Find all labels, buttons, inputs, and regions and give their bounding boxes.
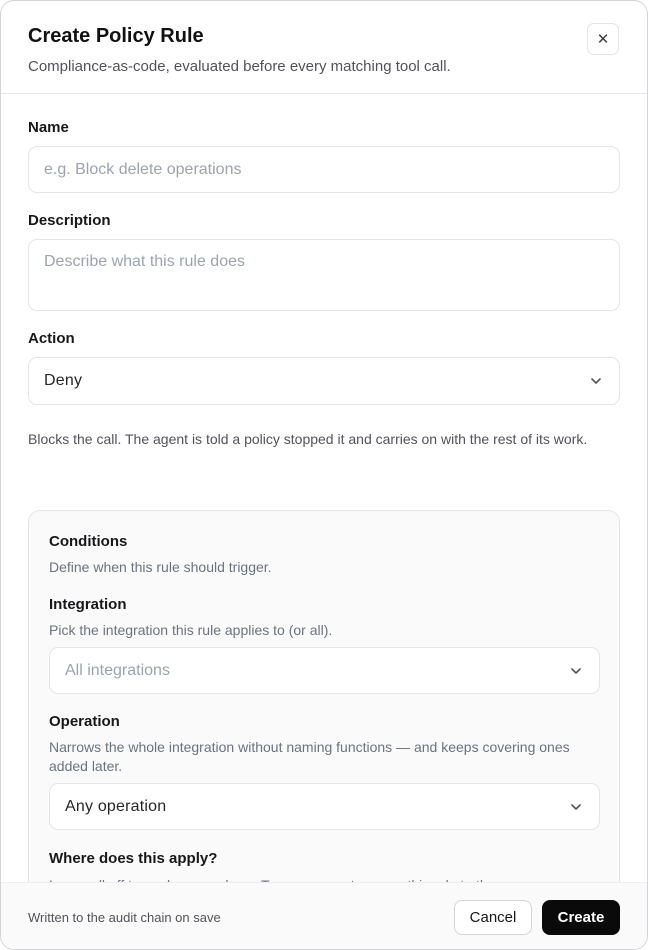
operation-label: Operation [49,713,120,730]
audit-note: Written to the audit chain on save [28,910,221,925]
conditions-title: Conditions [49,533,128,550]
chevron-down-icon [589,374,603,388]
description-placeholder: Describe what this rule does [44,253,245,270]
conditions-help: Define when this rule should trigger. [49,559,272,575]
integration-placeholder: All integrations [65,661,170,679]
scope-label: Where does this apply? [49,850,218,867]
action-select[interactable] [28,357,620,405]
operation-help: Narrows the whole integration without naming functions — and keeps covering ones added later. [49,739,570,774]
dialog-footer [1,882,647,949]
integration-select[interactable] [49,647,600,694]
dialog-subtitle: Compliance-as-code, evaluated before every matching tool call. [28,58,451,75]
cancel-button[interactable]: Cancel [454,900,532,935]
chevron-down-icon [569,664,583,678]
description-textarea[interactable] [28,239,620,311]
operation-select[interactable] [49,783,600,830]
integration-label: Integration [49,596,127,613]
dialog-header [1,1,647,94]
action-selected-value: Deny [44,372,83,389]
description-label: Description [28,212,111,229]
name-label: Name [28,119,69,136]
dialog-title: Create Policy Rule [28,25,204,47]
name-input[interactable] [28,146,620,193]
conditions-panel [28,510,620,930]
operation-selected-value: Any operation [65,797,167,815]
action-help-text: Blocks the call. The agent is told a policy stopped it and carries on with the rest of its work. [28,431,588,447]
chevron-down-icon [569,800,583,814]
close-button[interactable] [587,23,619,55]
name-placeholder: e.g. Block delete operations [44,160,242,178]
close-icon: ✕ [596,31,610,48]
integration-help: Pick the integration this rule applies to (or all). [49,622,333,638]
create-button[interactable]: Create [542,900,620,935]
action-label: Action [28,330,75,347]
